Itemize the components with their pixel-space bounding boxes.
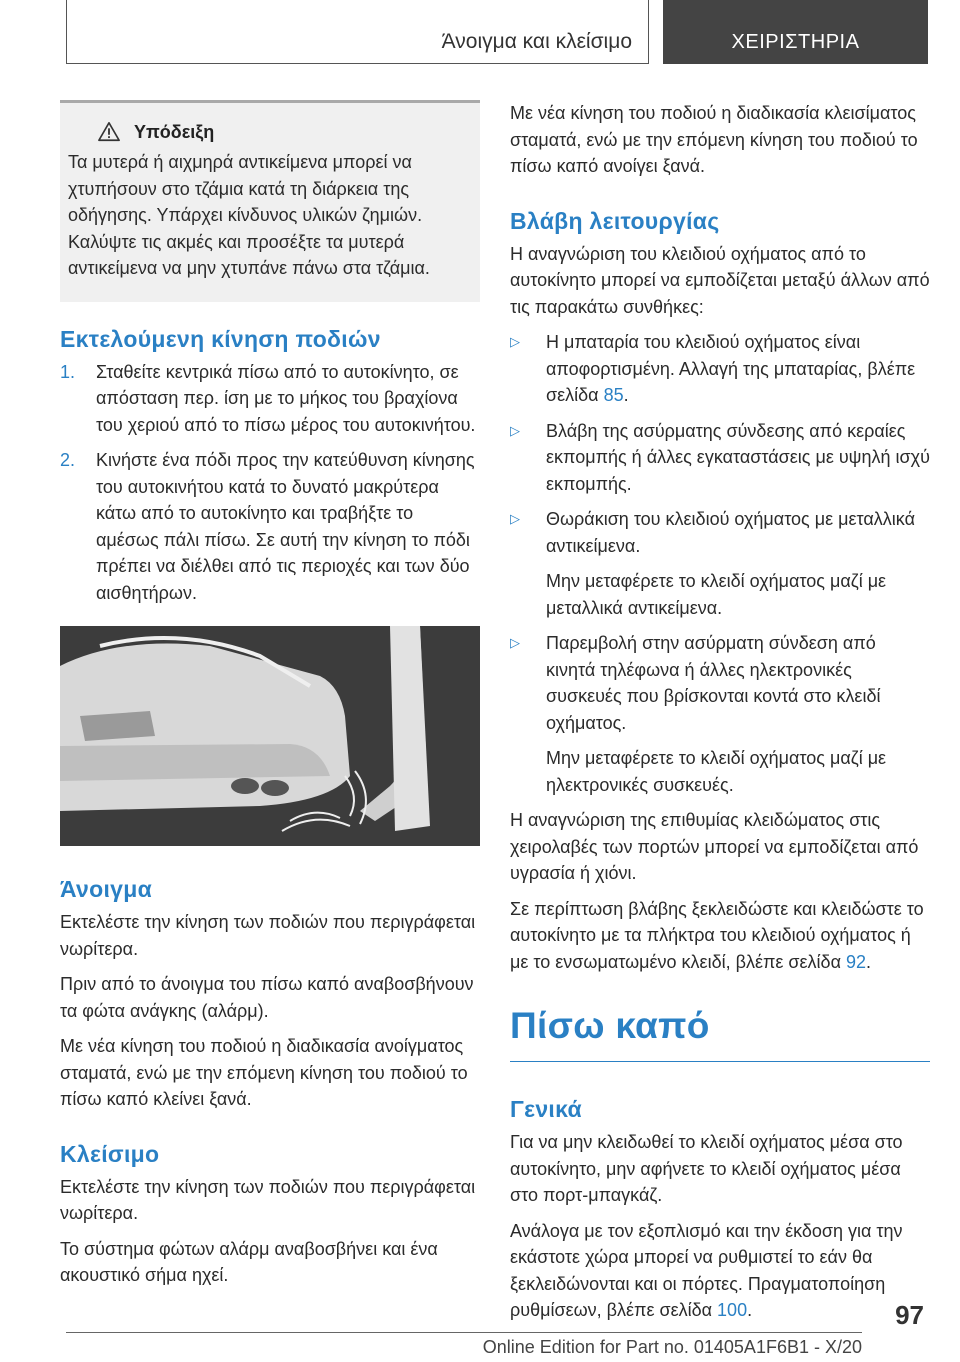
- list-item: [510, 329, 930, 409]
- step-number: 2.: [60, 450, 76, 470]
- bullet-text: Θωράκιση του κλειδιού οχήματος με μεταλλικά αντικείμενα.: [546, 509, 915, 556]
- tailgate-heading: Πίσω καπό: [510, 1005, 710, 1046]
- warning-note: [60, 100, 480, 302]
- opening-paragraph: Εκτελέστε την κίνηση των ποδιών που περιγράφεται νωρίτερα.: [60, 912, 476, 959]
- foot-motion-steps: [60, 359, 480, 607]
- chapter-tab: [663, 0, 928, 64]
- step-text: Κινήστε ένα πόδι προς την κατεύθυνση κίνησης του αυτοκινήτου κατά το δυνατό μακρύτερα κάτω από το αυτοκίνητο και τραβήξτε το αμέσως πάλι πίσω. Σε αυτή την κίνηση το πόδι πρέπει να διέλθει από τις περιοχές και των δύο αισθητήρων.: [96, 450, 475, 603]
- closing-paragraph: Με νέα κίνηση του ποδιού η διαδικασία κλεισίματος σταματά, ενώ με την επόμενη κίνηση του ποδιού το πίσω καπό ανοίγει ξανά.: [510, 103, 918, 176]
- bullet-subtext: Μην μεταφέρετε το κλειδί οχήματος μαζί με ηλεκτρονικές συσκευές.: [546, 748, 887, 795]
- triangle-bullet-icon: ▷: [510, 511, 520, 526]
- bullet-text: Βλάβη της ασύρματης σύνδεσης από κεραίες εκπομπής ή άλλες εγκαταστάσεις με υψηλή ισχύ εκπομπής.: [546, 420, 930, 494]
- step-text: Σταθείτε κεντρικά πίσω από το αυτοκίνητο, σε απόσταση περ. ίση με το μήκος του βραχίονα του χεριού από το πίσω μέρος του αυτοκινήτου.: [96, 361, 476, 435]
- malfunction-paragraph: [510, 896, 930, 976]
- closing-paragraph: Το σύστημα φώτων αλάρμ αναβοσβήνει και ένα ακουστικό σήμα ηχεί.: [60, 1238, 438, 1285]
- malfunction-heading: Βλάβη λειτουργίας: [510, 207, 720, 234]
- page-link[interactable]: 92: [845, 951, 867, 972]
- paragraph-text-end: .: [866, 951, 872, 972]
- malfunction-list: [510, 329, 930, 798]
- page-link[interactable]: 100: [717, 1300, 748, 1320]
- step-number: 1.: [60, 361, 76, 382]
- page-footer: [66, 1332, 862, 1358]
- bullet-text-end: .: [623, 385, 629, 405]
- list-item: [60, 447, 480, 606]
- section-tab: [66, 0, 649, 64]
- malfunction-paragraph: Η αναγνώριση της επιθυμίας κλειδώματος στις χειρολαβές των πορτών μπορεί να εμποδίζεται από υγρασία ή χιόνι.: [510, 810, 919, 883]
- page-link[interactable]: 85: [603, 385, 624, 405]
- car-rear-foot-illustration: [60, 626, 480, 846]
- opening-paragraph: Με νέα κίνηση του ποδιού η διαδικασία ανοίγματος σταματά, ενώ με την επόμενη κίνηση του ποδιού το πίσω καπό κλείνει ξανά.: [60, 1036, 468, 1109]
- opening-heading: Άνοιγμα: [60, 876, 153, 902]
- triangle-bullet-icon: ▷: [510, 334, 520, 349]
- footer-text: Online Edition for Part no. 01405A1F6B1 - X/20: [482, 1337, 862, 1357]
- closing-heading: Κλείσιμο: [60, 1140, 160, 1167]
- left-column: [60, 100, 480, 1298]
- opening-paragraph: Πριν από το άνοιγμα του πίσω καπό αναβοσβήνουν τα φώτα ανάγκης (αλάρμ).: [60, 974, 474, 1021]
- general-paragraph: [510, 1218, 930, 1324]
- note-title: Υπόδειξη: [134, 121, 215, 142]
- foot-motion-heading: Εκτελούμενη κίνηση ποδιών: [60, 325, 381, 352]
- paragraph-text: Σε περίπτωση βλάβης ξεκλειδώστε και κλειδώστε το αυτοκίνητο με τα πλήκτρα του κλειδιού οχήματος ή με το ενσωματωμένο κλειδί, βλέπε σελίδα: [510, 898, 924, 972]
- foot-gesture-illustration: [60, 626, 480, 846]
- malfunction-intro: Η αναγνώριση του κλειδιού οχήματος από το αυτοκίνητο μπορεί να εμποδίζεται μεταξύ άλλων από τις παρακάτω συνθήκες:: [510, 243, 930, 317]
- page-header: [66, 0, 928, 66]
- general-heading: Γενικά: [510, 1096, 582, 1122]
- section-title: Άνοιγμα και κλείσιμο: [441, 30, 632, 53]
- triangle-bullet-icon: ▷: [510, 635, 520, 650]
- paragraph-text: Ανάλογα με τον εξοπλισμό και την έκδοση για την εκάστοτε χώρα μπορεί να ρυθμιστεί το εάν θα ξεκλειδώνονται και οι πόρτες. Πραγματοποίηση ρυθμίσεων, βλέπε σελίδα: [510, 1220, 903, 1320]
- paragraph-text-end: .: [747, 1300, 753, 1320]
- tailgate-title-block: [510, 1005, 930, 1062]
- list-item: [60, 359, 480, 439]
- warning-triangle-icon: [98, 121, 120, 143]
- chapter-title: ΧΕΙΡΙΣΤΗΡΙΑ: [731, 31, 860, 53]
- bullet-text: Παρεμβολή στην ασύρματη σύνδεση από κινητά τηλέφωνα ή άλλες ηλεκτρονικές συσκευές που βρίσκονται κοντά στο κλειδί οχήματος.: [546, 633, 881, 733]
- list-item: [510, 506, 930, 621]
- general-paragraph: Για να μην κλειδωθεί το κλειδί οχήματος μέσα στο αυτοκίνητο, μην αφήνετε το κλειδί οχήματος μέσα στο πορτ-μπαγκάζ.: [510, 1132, 903, 1205]
- note-text: Τα μυτερά ή αιχμηρά αντικείμενα μπορεί να χτυπήσουν στο τζάμια κατά τη διάρκεια της οδήγησης. Υπάρχει κίνδυνος υλικών ζημιών. Καλύψτε τις ακμές και προσέξτε τα μυτερά αντικείμενα να μην χτυπάνε πάνω στα τζάμια.: [68, 152, 430, 278]
- list-item: [510, 418, 930, 498]
- bullet-text: Η μπαταρία του κλειδιού οχήματος είναι αποφορτισμένη. Αλλαγή της μπαταρίας, βλέπε σελίδα: [546, 332, 916, 405]
- page-number: 97: [895, 1300, 924, 1330]
- right-column: [510, 100, 930, 1333]
- bullet-subtext: Μην μεταφέρετε το κλειδί οχήματος μαζί με μεταλλικά αντικείμενα.: [546, 571, 887, 618]
- closing-paragraph: Εκτελέστε την κίνηση των ποδιών που περιγράφεται νωρίτερα.: [60, 1176, 476, 1223]
- triangle-bullet-icon: ▷: [510, 422, 520, 438]
- list-item: [510, 630, 930, 798]
